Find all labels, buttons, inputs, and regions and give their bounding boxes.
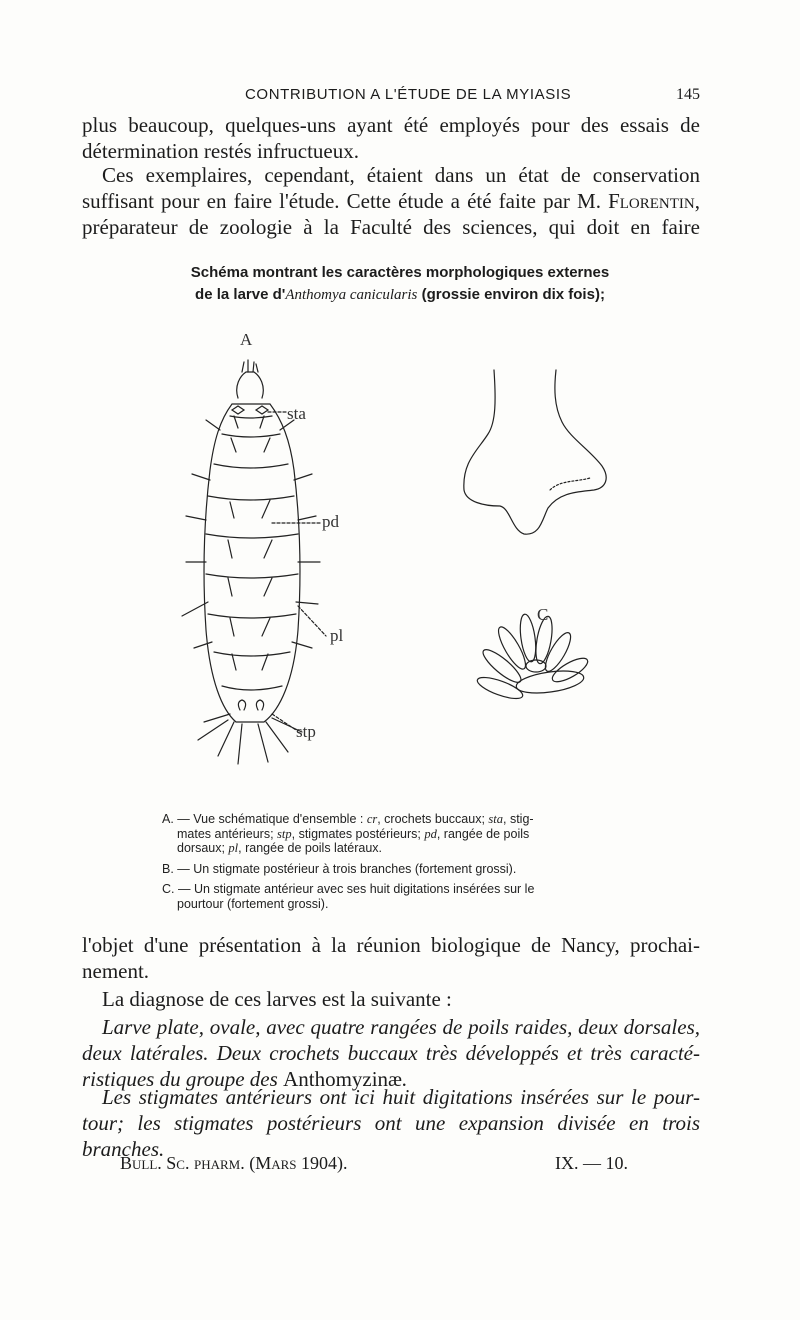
paragraph-continuation [82, 112, 700, 164]
group-name: Anthomyzinæ [283, 1067, 403, 1091]
figure-label-c: C [537, 605, 549, 624]
text-line: nement. [82, 959, 150, 983]
figure-drawing [150, 330, 650, 800]
page-footer [0, 1153, 800, 1177]
text-line: branches. [82, 1137, 165, 1161]
paragraph-specimens [82, 162, 700, 240]
text-line: tour; les stigmates postérieurs ont une expansion divisée en trois [82, 1111, 700, 1135]
text-line: Larve plate, ovale, avec quatre rangées de poils raides, deux dorsales, [102, 1015, 700, 1039]
text-line: ristiques du groupe des Anthomyzinæ. [82, 1067, 408, 1091]
paragraph-diagnosis [82, 1014, 700, 1092]
signature-mark: IX. — 10. [555, 1153, 628, 1173]
text-line: Ces exemplaires, cependant, étaient dans un état de conservation [102, 163, 700, 187]
larva-figure [150, 330, 650, 800]
posterior-stigma-b [464, 370, 606, 534]
author-name: Florentin [608, 189, 695, 213]
label-pl: pl [330, 626, 344, 645]
figure-legend [162, 812, 617, 917]
anterior-stigma-c [475, 613, 591, 703]
figure-label-a: A [240, 330, 253, 349]
page-number: 145 [676, 86, 700, 103]
species-name: Anthomya canicularis [285, 287, 418, 303]
journal-reference: Bull. Sc. pharm. (Mars 1904). [120, 1153, 348, 1173]
label-sta: sta [287, 404, 306, 423]
larva-body [182, 360, 326, 764]
page-header [0, 86, 800, 108]
paragraph-presentation [82, 932, 700, 984]
figure-title-line: Schéma montrant les caractères morphologiques externes [190, 264, 610, 281]
text-line: préparateur de zoologie à la Faculté des sciences, qui doit en faire [82, 215, 700, 239]
running-title: CONTRIBUTION A L'ÉTUDE DE LA MYIASIS [245, 86, 572, 103]
legend-item-a: A. — Vue schématique d'ensemble : cr, crochets buccaux; sta, stig- mates antérieurs; stp, stigmates postérieurs; pd, rangée de poils dorsaux; pl, rangée de poils latéraux. [162, 812, 534, 855]
text-line: deux latérales. Deux crochets buccaux très développés et très caracté- [82, 1041, 700, 1065]
figure-title-line: de la larve d'Anthomya canicularis (grossie environ dix fois); [195, 286, 605, 303]
text-line: suffisant pour en faire l'étude. Cette étude a été faite par M. Florentin, [82, 189, 700, 213]
paragraph-stigmata [82, 1084, 700, 1162]
paragraph-diagnosis-intro [82, 986, 700, 1012]
label-stp: stp [296, 722, 316, 741]
text-line: l'objet d'une présentation à la réunion biologique de Nancy, prochai- [82, 933, 700, 957]
text-line: détermination restés infructueux. [82, 139, 359, 163]
figure-title [120, 262, 680, 306]
legend-item-b: B. — Un stigmate postérieur à trois branches (fortement grossi). [162, 861, 517, 876]
text-line: La diagnose de ces larves est la suivante : [102, 987, 452, 1011]
label-pd: pd [322, 512, 339, 531]
text-line: plus beaucoup, quelques-uns ayant été employés pour des essais de [82, 113, 700, 137]
legend-item-c: C. — Un stigmate antérieur avec ses huit digitations insérées sur le pourtour (fortement grossi). [162, 882, 535, 911]
text-line: Les stigmates antérieurs ont ici huit digitations insérées sur le pour- [102, 1085, 700, 1109]
